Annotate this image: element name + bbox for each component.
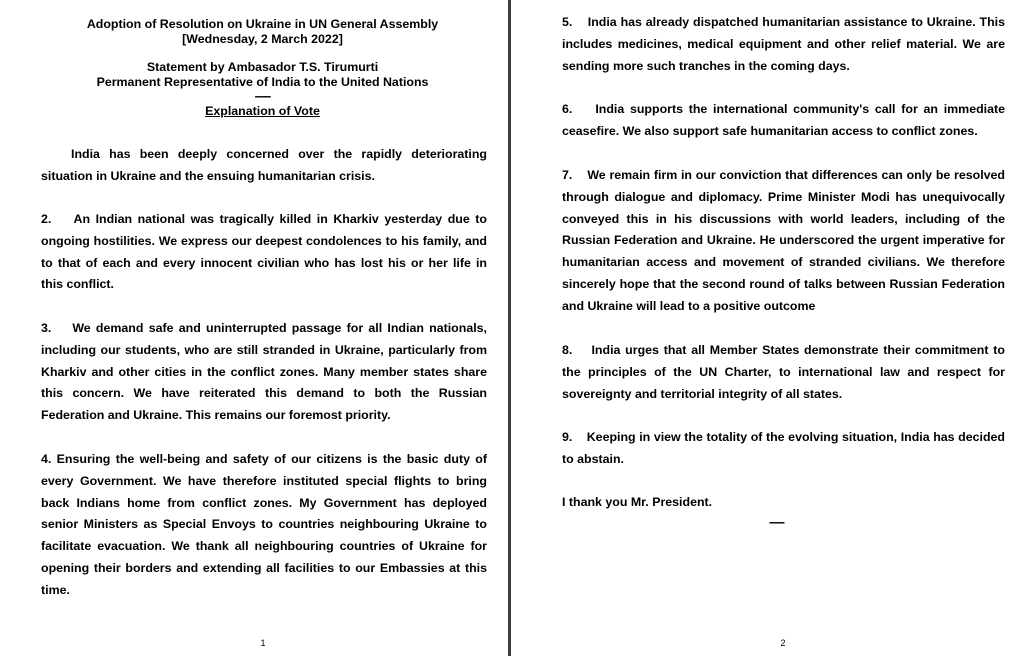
statement-by: Statement by Ambasador T.S. Tirumurti: [146, 60, 379, 74]
paragraph-3: 3. We demand safe and uninterrupted passage for all Indian nationals, including our students, who are still stranded in Ukraine, particularly from Kharkiv and other cities in the conflict zones. Many member states share this concern. We have reiterated this demand to both the Russian Federation and Ukraine. This remains our foremost priority.: [41, 321, 487, 423]
paragraph-4: 4. Ensuring the well-being and safety of our citizens is the basic duty of every Government. We have therefore instituted special flights to bring back Indians home from conflict zones. My Government has deployed senior Ministers as Special Envoys to countries neighbouring Ukraine to facilitate evacuation. We thank all neighbouring countries of Ukraine for opening their borders and extending all facilities to our Embassies at this time.: [41, 452, 487, 597]
paragraph-8: 8. India urges that all Member States demonstrate their commitment to the principles of the UN Charter, to international law and respect for sovereignty and territorial integrity of all states.: [562, 343, 1005, 401]
page-number: 1: [260, 638, 266, 648]
statement-attribution: [20, 60, 505, 118]
paragraph-7: 7. We remain firm in our conviction that differences can only be resolved through dialogue and diplomacy. Prime Minister Modi has unequivocally conveyed this in his discussions with world leaders, including of the Russian Federation and Ukraine. He underscored the urgent imperative for humanitarian access and movement of stranded civilians. We therefore sincerely hope that the second round of talks between Russian Federation and Ukraine will lead to a positive outcome: [562, 168, 1005, 313]
paragraph-1: India has been deeply concerned over the rapidly deteriorating situation in Ukraine and the ensuing humanitarian crisis.: [41, 147, 487, 183]
page-divider: [506, 0, 514, 656]
closing-line: I thank you Mr. President.: [562, 495, 713, 509]
paragraph-6: 6. India supports the international community's call for an immediate ceasefire. We also support safe humanitarian access to conflict zones.: [562, 102, 1005, 138]
page-number: 2: [780, 638, 786, 648]
header-separator: -----: [254, 89, 271, 103]
paragraph-2: 2. An Indian national was tragically killed in Kharkiv yesterday due to ongoing hostilities. We express our deepest condolences to his family, and to that of each and every innocent civilian who has lost his or her life in this conflict.: [41, 212, 487, 292]
paragraph-5: 5. India has already dispatched humanitarian assistance to Ukraine. This includes medicines, medical equipment and other relief material. We are sending more such tranches in the coming days.: [562, 15, 1005, 73]
paragraph-9: 9. Keeping in view the totality of the evolving situation, India has decided to abstain.: [562, 430, 1005, 466]
document-header: [20, 17, 505, 46]
document-page-1: [0, 0, 506, 656]
document-subtitle: Explanation of Vote: [205, 103, 320, 118]
representative-position: Permanent Representative of India to the United Nations: [96, 74, 429, 89]
document-title: Adoption of Resolution on Ukraine in UN General Assembly: [86, 17, 439, 31]
document-date: [Wednesday, 2 March 2022]: [182, 31, 343, 46]
end-mark: -----: [769, 515, 784, 529]
document-page-2: [514, 0, 1024, 656]
